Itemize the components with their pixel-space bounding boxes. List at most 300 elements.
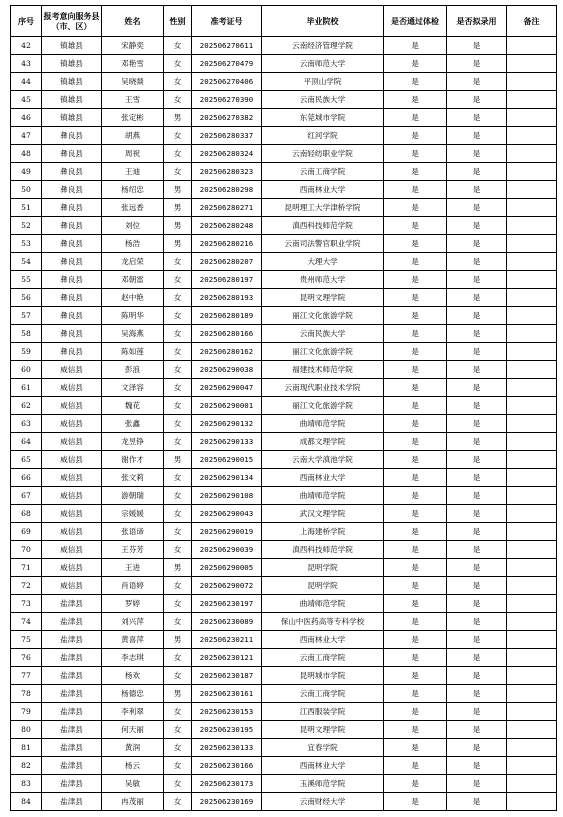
ticket-number-cell: 202506280324 <box>192 145 262 163</box>
name-cell: 罗婷 <box>102 595 164 613</box>
serial-cell: 71 <box>11 559 42 577</box>
school-cell: 保山中医药高等专科学校 <box>262 613 384 631</box>
table-row <box>11 325 557 343</box>
ticket-number-cell: 202506270382 <box>192 109 262 127</box>
serial-cell: 70 <box>11 541 42 559</box>
physical-exam-cell: 是 <box>384 631 447 649</box>
ticket-number-cell: 202506270390 <box>192 91 262 109</box>
county-cell: 威信县 <box>42 433 102 451</box>
school-cell: 玉溪师范学院 <box>262 775 384 793</box>
gender-cell: 女 <box>164 91 192 109</box>
table-row <box>11 703 557 721</box>
proposed-hire-cell: 是 <box>447 613 507 631</box>
proposed-hire-cell: 是 <box>447 775 507 793</box>
school-cell: 昆明学院 <box>262 577 384 595</box>
name-cell: 王迪 <box>102 163 164 181</box>
remarks-cell <box>507 667 557 685</box>
name-cell: 李利翠 <box>102 703 164 721</box>
table-row <box>11 379 557 397</box>
physical-exam-cell: 是 <box>384 487 447 505</box>
ticket-number-cell: 202506290005 <box>192 559 262 577</box>
school-cell: 昆明文理学院 <box>262 289 384 307</box>
serial-cell: 43 <box>11 55 42 73</box>
school-cell: 昆明城市学院 <box>262 667 384 685</box>
remarks-cell <box>507 739 557 757</box>
gender-cell: 女 <box>164 523 192 541</box>
county-cell: 彝良县 <box>42 199 102 217</box>
header-proposed-hire: 是否拟录用 <box>447 6 507 37</box>
table-row <box>11 775 557 793</box>
name-cell: 何天丽 <box>102 721 164 739</box>
gender-cell: 女 <box>164 415 192 433</box>
name-cell: 陈如莲 <box>102 343 164 361</box>
proposed-hire-cell: 是 <box>447 145 507 163</box>
gender-cell: 女 <box>164 703 192 721</box>
name-cell: 杨云 <box>102 757 164 775</box>
physical-exam-cell: 是 <box>384 91 447 109</box>
gender-cell: 女 <box>164 397 192 415</box>
school-cell: 江西服装学院 <box>262 703 384 721</box>
school-cell: 昆明文理学院 <box>262 721 384 739</box>
school-cell: 云南轻纺职业学院 <box>262 145 384 163</box>
physical-exam-cell: 是 <box>384 307 447 325</box>
physical-exam-cell: 是 <box>384 73 447 91</box>
table-row <box>11 559 557 577</box>
physical-exam-cell: 是 <box>384 685 447 703</box>
remarks-cell <box>507 595 557 613</box>
physical-exam-cell: 是 <box>384 613 447 631</box>
proposed-hire-cell: 是 <box>447 559 507 577</box>
school-cell: 西南林业大学 <box>262 631 384 649</box>
name-cell: 张鑫 <box>102 415 164 433</box>
header-physical-exam: 是否通过体检 <box>384 6 447 37</box>
ticket-number-cell: 202506290133 <box>192 433 262 451</box>
name-cell: 吴海燕 <box>102 325 164 343</box>
serial-cell: 77 <box>11 667 42 685</box>
name-cell: 赵中艳 <box>102 289 164 307</box>
county-cell: 威信县 <box>42 577 102 595</box>
table-row <box>11 487 557 505</box>
header-ticket-number: 准考证号 <box>192 6 262 37</box>
table-row <box>11 469 557 487</box>
serial-cell: 81 <box>11 739 42 757</box>
school-cell: 大理大学 <box>262 253 384 271</box>
table-row <box>11 91 557 109</box>
county-cell: 彝良县 <box>42 307 102 325</box>
name-cell: 吴敏 <box>102 775 164 793</box>
header-row <box>11 6 557 37</box>
county-cell: 镇雄县 <box>42 55 102 73</box>
serial-cell: 46 <box>11 109 42 127</box>
gender-cell: 女 <box>164 649 192 667</box>
serial-cell: 64 <box>11 433 42 451</box>
physical-exam-cell: 是 <box>384 667 447 685</box>
name-cell: 刘兴萍 <box>102 613 164 631</box>
ticket-number-cell: 202506280189 <box>192 307 262 325</box>
serial-cell: 65 <box>11 451 42 469</box>
gender-cell: 男 <box>164 235 192 253</box>
name-cell: 冉茂丽 <box>102 793 164 811</box>
school-cell: 西南林业大学 <box>262 469 384 487</box>
table-row <box>11 541 557 559</box>
gender-cell: 女 <box>164 379 192 397</box>
table-row <box>11 127 557 145</box>
ticket-number-cell: 202506270611 <box>192 37 262 55</box>
serial-cell: 48 <box>11 145 42 163</box>
name-cell: 彭浪 <box>102 361 164 379</box>
physical-exam-cell: 是 <box>384 289 447 307</box>
proposed-hire-cell: 是 <box>447 523 507 541</box>
gender-cell: 女 <box>164 145 192 163</box>
remarks-cell <box>507 91 557 109</box>
remarks-cell <box>507 379 557 397</box>
serial-cell: 79 <box>11 703 42 721</box>
remarks-cell <box>507 721 557 739</box>
physical-exam-cell: 是 <box>384 523 447 541</box>
ticket-number-cell: 202506230187 <box>192 667 262 685</box>
ticket-number-cell: 202506280166 <box>192 325 262 343</box>
physical-exam-cell: 是 <box>384 145 447 163</box>
physical-exam-cell: 是 <box>384 109 447 127</box>
remarks-cell <box>507 253 557 271</box>
county-cell: 威信县 <box>42 487 102 505</box>
table-row <box>11 289 557 307</box>
name-cell: 邓艳雪 <box>102 55 164 73</box>
recruitment-results-table <box>10 5 557 811</box>
proposed-hire-cell: 是 <box>447 343 507 361</box>
ticket-number-cell: 202506270406 <box>192 73 262 91</box>
gender-cell: 女 <box>164 289 192 307</box>
gender-cell: 女 <box>164 73 192 91</box>
remarks-cell <box>507 109 557 127</box>
physical-exam-cell: 是 <box>384 181 447 199</box>
proposed-hire-cell: 是 <box>447 397 507 415</box>
proposed-hire-cell: 是 <box>447 487 507 505</box>
physical-exam-cell: 是 <box>384 325 447 343</box>
physical-exam-cell: 是 <box>384 721 447 739</box>
physical-exam-cell: 是 <box>384 397 447 415</box>
school-cell: 丽江文化旅游学院 <box>262 397 384 415</box>
school-cell: 云南工商学院 <box>262 649 384 667</box>
serial-cell: 69 <box>11 523 42 541</box>
name-cell: 黄润 <box>102 739 164 757</box>
ticket-number-cell: 202506290134 <box>192 469 262 487</box>
serial-cell: 63 <box>11 415 42 433</box>
table-row <box>11 757 557 775</box>
remarks-cell <box>507 541 557 559</box>
name-cell: 谢作才 <box>102 451 164 469</box>
physical-exam-cell: 是 <box>384 271 447 289</box>
county-cell: 盐津县 <box>42 721 102 739</box>
school-cell: 云南大学滇池学院 <box>262 451 384 469</box>
county-cell: 彝良县 <box>42 235 102 253</box>
physical-exam-cell: 是 <box>384 559 447 577</box>
proposed-hire-cell: 是 <box>447 55 507 73</box>
physical-exam-cell: 是 <box>384 361 447 379</box>
proposed-hire-cell: 是 <box>447 217 507 235</box>
table-row <box>11 361 557 379</box>
header-gender: 性别 <box>164 6 192 37</box>
remarks-cell <box>507 289 557 307</box>
remarks-cell <box>507 73 557 91</box>
gender-cell: 女 <box>164 127 192 145</box>
serial-cell: 53 <box>11 235 42 253</box>
serial-cell: 54 <box>11 253 42 271</box>
name-cell: 吴晓燚 <box>102 73 164 91</box>
remarks-cell <box>507 217 557 235</box>
table-row <box>11 649 557 667</box>
ticket-number-cell: 202506280216 <box>192 235 262 253</box>
proposed-hire-cell: 是 <box>447 541 507 559</box>
table-row <box>11 631 557 649</box>
table-row <box>11 73 557 91</box>
county-cell: 彝良县 <box>42 145 102 163</box>
proposed-hire-cell: 是 <box>447 703 507 721</box>
county-cell: 彝良县 <box>42 271 102 289</box>
name-cell: 胡燕 <box>102 127 164 145</box>
physical-exam-cell: 是 <box>384 37 447 55</box>
table-row <box>11 505 557 523</box>
proposed-hire-cell: 是 <box>447 631 507 649</box>
table-row <box>11 577 557 595</box>
serial-cell: 52 <box>11 217 42 235</box>
serial-cell: 73 <box>11 595 42 613</box>
gender-cell: 女 <box>164 775 192 793</box>
gender-cell: 女 <box>164 469 192 487</box>
serial-cell: 51 <box>11 199 42 217</box>
table-row <box>11 271 557 289</box>
physical-exam-cell: 是 <box>384 379 447 397</box>
name-cell: 杨欢 <box>102 667 164 685</box>
ticket-number-cell: 202506290039 <box>192 541 262 559</box>
table-row <box>11 415 557 433</box>
name-cell: 王雪 <box>102 91 164 109</box>
name-cell: 张定彬 <box>102 109 164 127</box>
school-cell: 滇西科技师范学院 <box>262 541 384 559</box>
school-cell: 滇西科技师范学院 <box>262 217 384 235</box>
county-cell: 镇雄县 <box>42 37 102 55</box>
name-cell: 张文莉 <box>102 469 164 487</box>
proposed-hire-cell: 是 <box>447 253 507 271</box>
serial-cell: 67 <box>11 487 42 505</box>
table-row <box>11 397 557 415</box>
physical-exam-cell: 是 <box>384 199 447 217</box>
school-cell: 昆明理工大学津桥学院 <box>262 199 384 217</box>
school-cell: 云南民族大学 <box>262 325 384 343</box>
proposed-hire-cell: 是 <box>447 793 507 811</box>
ticket-number-cell: 202506280323 <box>192 163 262 181</box>
physical-exam-cell: 是 <box>384 757 447 775</box>
remarks-cell <box>507 433 557 451</box>
school-cell: 成都文理学院 <box>262 433 384 451</box>
proposed-hire-cell: 是 <box>447 181 507 199</box>
county-cell: 盐津县 <box>42 703 102 721</box>
gender-cell: 女 <box>164 55 192 73</box>
proposed-hire-cell: 是 <box>447 271 507 289</box>
serial-cell: 68 <box>11 505 42 523</box>
name-cell: 宋静奕 <box>102 37 164 55</box>
gender-cell: 女 <box>164 595 192 613</box>
school-cell: 云南工商学院 <box>262 163 384 181</box>
table-row <box>11 667 557 685</box>
ticket-number-cell: 202506280248 <box>192 217 262 235</box>
proposed-hire-cell: 是 <box>447 649 507 667</box>
remarks-cell <box>507 55 557 73</box>
remarks-cell <box>507 37 557 55</box>
physical-exam-cell: 是 <box>384 505 447 523</box>
county-cell: 彝良县 <box>42 325 102 343</box>
table-row <box>11 307 557 325</box>
county-cell: 威信县 <box>42 379 102 397</box>
county-cell: 镇雄县 <box>42 73 102 91</box>
serial-cell: 75 <box>11 631 42 649</box>
proposed-hire-cell: 是 <box>447 199 507 217</box>
ticket-number-cell: 202506290038 <box>192 361 262 379</box>
school-cell: 红河学院 <box>262 127 384 145</box>
name-cell: 龙昱铮 <box>102 433 164 451</box>
table-row <box>11 217 557 235</box>
remarks-cell <box>507 523 557 541</box>
county-cell: 威信县 <box>42 397 102 415</box>
county-cell: 盐津县 <box>42 613 102 631</box>
gender-cell: 女 <box>164 163 192 181</box>
proposed-hire-cell: 是 <box>447 73 507 91</box>
ticket-number-cell: 202506280162 <box>192 343 262 361</box>
gender-cell: 女 <box>164 613 192 631</box>
ticket-number-cell: 202506290132 <box>192 415 262 433</box>
serial-cell: 57 <box>11 307 42 325</box>
county-cell: 彝良县 <box>42 343 102 361</box>
physical-exam-cell: 是 <box>384 235 447 253</box>
physical-exam-cell: 是 <box>384 343 447 361</box>
serial-cell: 47 <box>11 127 42 145</box>
school-cell: 云南司法警官职业学院 <box>262 235 384 253</box>
gender-cell: 女 <box>164 667 192 685</box>
physical-exam-cell: 是 <box>384 217 447 235</box>
ticket-number-cell: 202506290015 <box>192 451 262 469</box>
ticket-number-cell: 202506290043 <box>192 505 262 523</box>
proposed-hire-cell: 是 <box>447 667 507 685</box>
serial-cell: 58 <box>11 325 42 343</box>
county-cell: 威信县 <box>42 469 102 487</box>
ticket-number-cell: 202506280193 <box>192 289 262 307</box>
remarks-cell <box>507 577 557 595</box>
ticket-number-cell: 202506290108 <box>192 487 262 505</box>
school-cell: 云南财经大学 <box>262 793 384 811</box>
county-cell: 威信县 <box>42 415 102 433</box>
physical-exam-cell: 是 <box>384 703 447 721</box>
remarks-cell <box>507 757 557 775</box>
table-row <box>11 613 557 631</box>
table-row <box>11 145 557 163</box>
serial-cell: 78 <box>11 685 42 703</box>
table-row <box>11 343 557 361</box>
name-cell: 龙启荣 <box>102 253 164 271</box>
county-cell: 威信县 <box>42 541 102 559</box>
gender-cell: 女 <box>164 433 192 451</box>
header-school: 毕业院校 <box>262 6 384 37</box>
county-cell: 威信县 <box>42 451 102 469</box>
gender-cell: 女 <box>164 307 192 325</box>
county-cell: 盐津县 <box>42 667 102 685</box>
school-cell: 贵州师范大学 <box>262 271 384 289</box>
county-cell: 盐津县 <box>42 649 102 667</box>
gender-cell: 女 <box>164 343 192 361</box>
serial-cell: 49 <box>11 163 42 181</box>
gender-cell: 女 <box>164 757 192 775</box>
serial-cell: 76 <box>11 649 42 667</box>
physical-exam-cell: 是 <box>384 163 447 181</box>
school-cell: 曲靖师范学院 <box>262 487 384 505</box>
county-cell: 盐津县 <box>42 775 102 793</box>
serial-cell: 84 <box>11 793 42 811</box>
name-cell: 李志琪 <box>102 649 164 667</box>
remarks-cell <box>507 469 557 487</box>
name-cell: 杨浩 <box>102 235 164 253</box>
proposed-hire-cell: 是 <box>447 451 507 469</box>
table-row <box>11 235 557 253</box>
gender-cell: 男 <box>164 631 192 649</box>
proposed-hire-cell: 是 <box>447 415 507 433</box>
school-cell: 平顶山学院 <box>262 73 384 91</box>
proposed-hire-cell: 是 <box>447 235 507 253</box>
gender-cell: 女 <box>164 793 192 811</box>
physical-exam-cell: 是 <box>384 253 447 271</box>
serial-cell: 55 <box>11 271 42 289</box>
ticket-number-cell: 202506290019 <box>192 523 262 541</box>
name-cell: 杨德忠 <box>102 685 164 703</box>
gender-cell: 男 <box>164 685 192 703</box>
gender-cell: 女 <box>164 505 192 523</box>
proposed-hire-cell: 是 <box>447 685 507 703</box>
name-cell: 周祝 <box>102 145 164 163</box>
physical-exam-cell: 是 <box>384 127 447 145</box>
remarks-cell <box>507 415 557 433</box>
ticket-number-cell: 202506230153 <box>192 703 262 721</box>
school-cell: 昆明学院 <box>262 559 384 577</box>
name-cell: 王进 <box>102 559 164 577</box>
ticket-number-cell: 202506230161 <box>192 685 262 703</box>
table-row <box>11 55 557 73</box>
gender-cell: 女 <box>164 541 192 559</box>
serial-cell: 82 <box>11 757 42 775</box>
county-cell: 彝良县 <box>42 127 102 145</box>
school-cell: 上海建桥学院 <box>262 523 384 541</box>
physical-exam-cell: 是 <box>384 577 447 595</box>
school-cell: 宜春学院 <box>262 739 384 757</box>
county-cell: 威信县 <box>42 559 102 577</box>
school-cell: 云南民族大学 <box>262 91 384 109</box>
county-cell: 盐津县 <box>42 631 102 649</box>
header-name: 姓名 <box>102 6 164 37</box>
proposed-hire-cell: 是 <box>447 469 507 487</box>
proposed-hire-cell: 是 <box>447 37 507 55</box>
remarks-cell <box>507 199 557 217</box>
name-cell: 张语谛 <box>102 523 164 541</box>
name-cell: 文泽容 <box>102 379 164 397</box>
school-cell: 丽江文化旅游学院 <box>262 343 384 361</box>
remarks-cell <box>507 649 557 667</box>
table-body <box>11 37 557 811</box>
county-cell: 威信县 <box>42 523 102 541</box>
remarks-cell <box>507 397 557 415</box>
ticket-number-cell: 202506230173 <box>192 775 262 793</box>
proposed-hire-cell: 是 <box>447 127 507 145</box>
gender-cell: 女 <box>164 577 192 595</box>
county-cell: 彝良县 <box>42 217 102 235</box>
county-cell: 彝良县 <box>42 289 102 307</box>
serial-cell: 50 <box>11 181 42 199</box>
